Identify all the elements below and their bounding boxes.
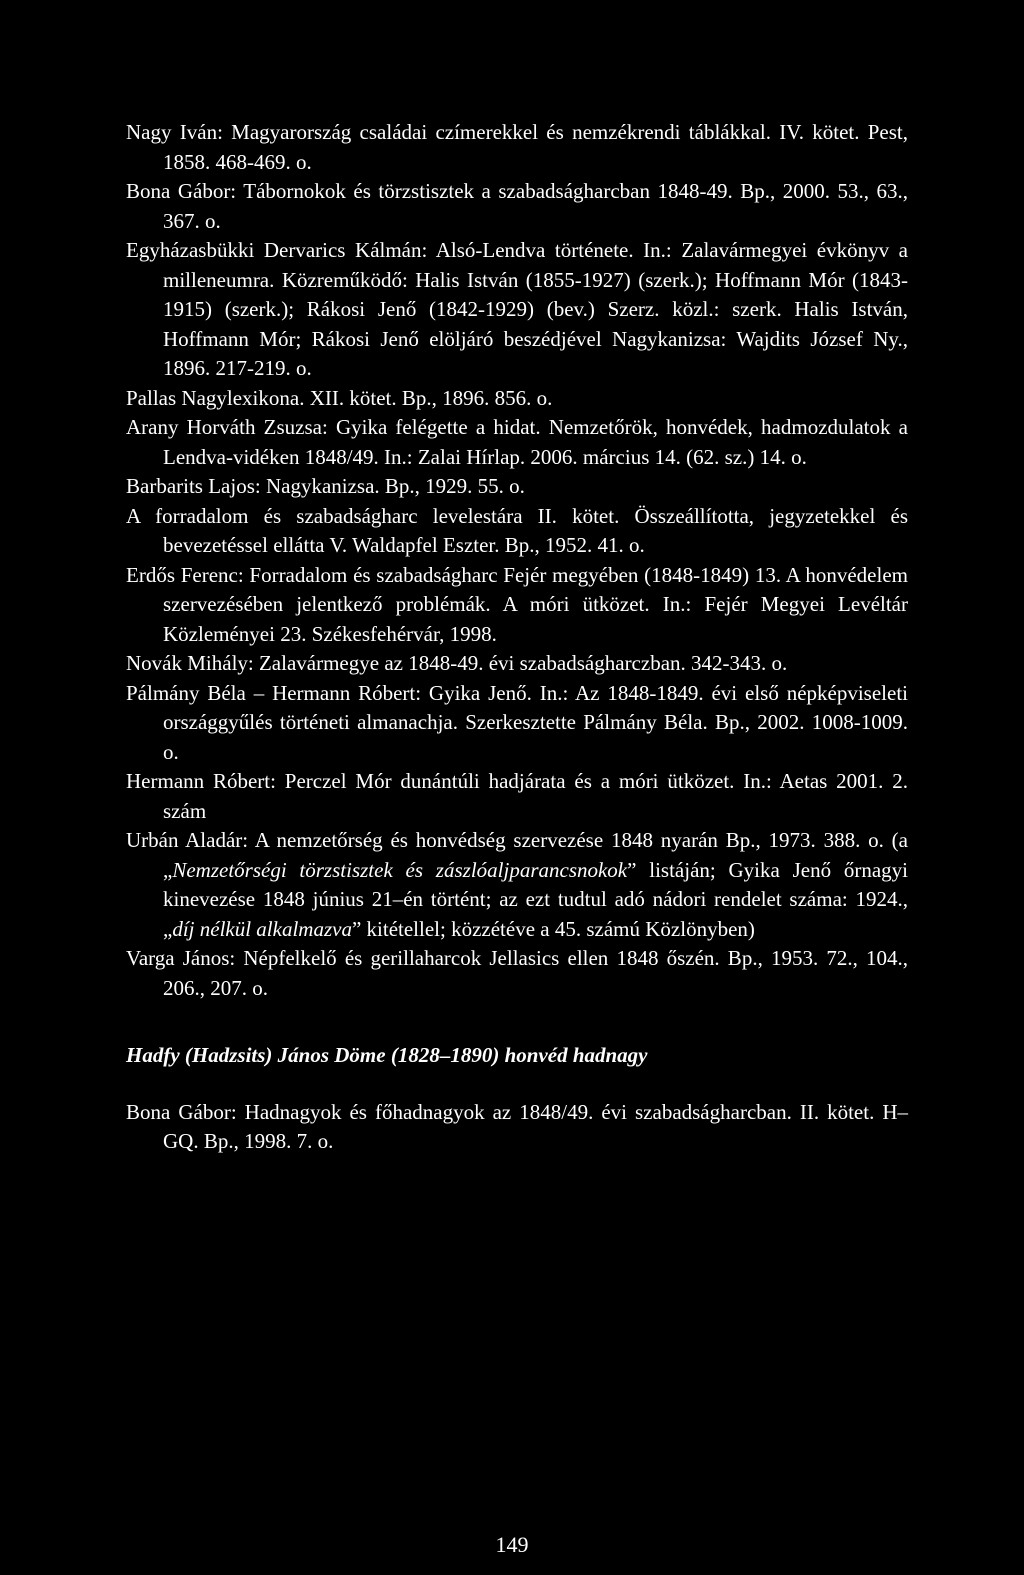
reference-arany-horvath: Arany Horváth Zsuzsa: Gyika felégette a hidat. Nemzetőrök, honvédek, hadmozdulatok a Lendva-vidéken 1848/49. In.: Zalai Hírlap. 2006. március 14. (62. sz.) 14. o. (126, 415, 908, 469)
urban-italic-note: díj nélkül alkalmazva (172, 916, 352, 941)
reference-hermann-perczel: Hermann Róbert: Perczel Mór dunántúli hadjárata és a móri ütközet. In.: Aetas 2001. 2. szám (126, 769, 908, 823)
document-page (126, 118, 908, 1157)
reference-barbarits: Barbarits Lajos: Nagykanizsa. Bp., 1929. 55. o. (126, 474, 525, 498)
page-number: 149 (495, 1532, 529, 1557)
reference-novak: Novák Mihály: Zalavármegye az 1848-49. évi szabadságharczban. 342-343. o. (126, 651, 788, 675)
reference-palmany-hermann: Pálmány Béla – Hermann Róbert: Gyika Jenő. In.: Az 1848-1849. évi első népképviseleti országgyűlés történeti almanachja. Szerkesztette Pálmány Béla. Bp., 2002. 1008-1009. o. (126, 680, 908, 764)
reference-varga: Varga János: Népfelkelő és gerillaharcok Jellasics ellen 1848 őszén. Bp., 1953. 72., 104., 206., 207. o. (126, 946, 908, 1000)
urban-italic-title: Nemzetőrségi törzstisztek és zászlóaljparancsnokok (172, 857, 628, 882)
reference-dervarics: Egyházasbükki Dervarics Kálmán: Alsó-Lendva története. In.: Zalavármegyei évkönyv a milleneumra. Közreműködő: Halis István (1855-1927) (szerk.); Hoffmann Mór (1843-1915) (szerk.); Rákosi Jenő (1842-1929) (bev.) Szerz. közl.: szerk. Halis István, Hoffmann Mór; Rákosi Jenő elöljáró beszédjével Nagykanizsa: Wajdits József Ny., 1896. 217-219. o. (126, 238, 908, 380)
reference-bona-tabornokok: Bona Gábor: Tábornokok és törzstisztek a szabadságharcban 1848-49. Bp., 2000. 53., 63., 367. o. (126, 179, 908, 233)
reference-nagy-ivan: Nagy Iván: Magyarország családai czímerekkel és nemzékrendi táblákkal. IV. kötet. Pest, 1858. 468-469. o. (126, 120, 908, 174)
urban-text-middle: ” listáján; Gyika Jenő őrnagyi kinevezése 1848 június 21–én történt; az ezt tudtul adó nádori rendelet száma: 1924., „ (163, 857, 908, 941)
reference-erdos: Erdős Ferenc: Forradalom és szabadságharc Fejér megyében (1848-1849) 13. A honvédelem szervezésében jelentkező problémák. A móri ütközet. In.: Fejér Megyei Levéltár Közleményei 23. Székesfehérvár, 1998. (126, 562, 908, 646)
reference-urban (126, 826, 908, 944)
reference-pallas: Pallas Nagylexikona. XII. kötet. Bp., 1896. 856. o. (126, 385, 553, 410)
urban-text-before: Urbán Aladár: A nemzetőrség és honvédség szervezése 1848 nyarán Bp., 1973. 388. o. (a „ (126, 828, 908, 882)
reference-levelestar: A forradalom és szabadságharc levelestára II. kötet. Összeállította, jegyzetekkel és bevezetéssel ellátta V. Waldapfel Eszter. Bp., 1952. 41. o. (126, 503, 908, 557)
urban-text-after: ” kitétellel; közzétéve a 45. számú Közlönyben) (351, 916, 755, 941)
reference-bona-hadnagyok: Bona Gábor: Hadnagyok és főhadnagyok az 1848/49. évi szabadságharcban. II. kötet. H–GQ. Bp., 1998. 7. o. (126, 1099, 908, 1153)
section-heading: Hadfy (Hadzsits) János Döme (1828–1890) honvéd hadnagy (126, 1043, 648, 1067)
